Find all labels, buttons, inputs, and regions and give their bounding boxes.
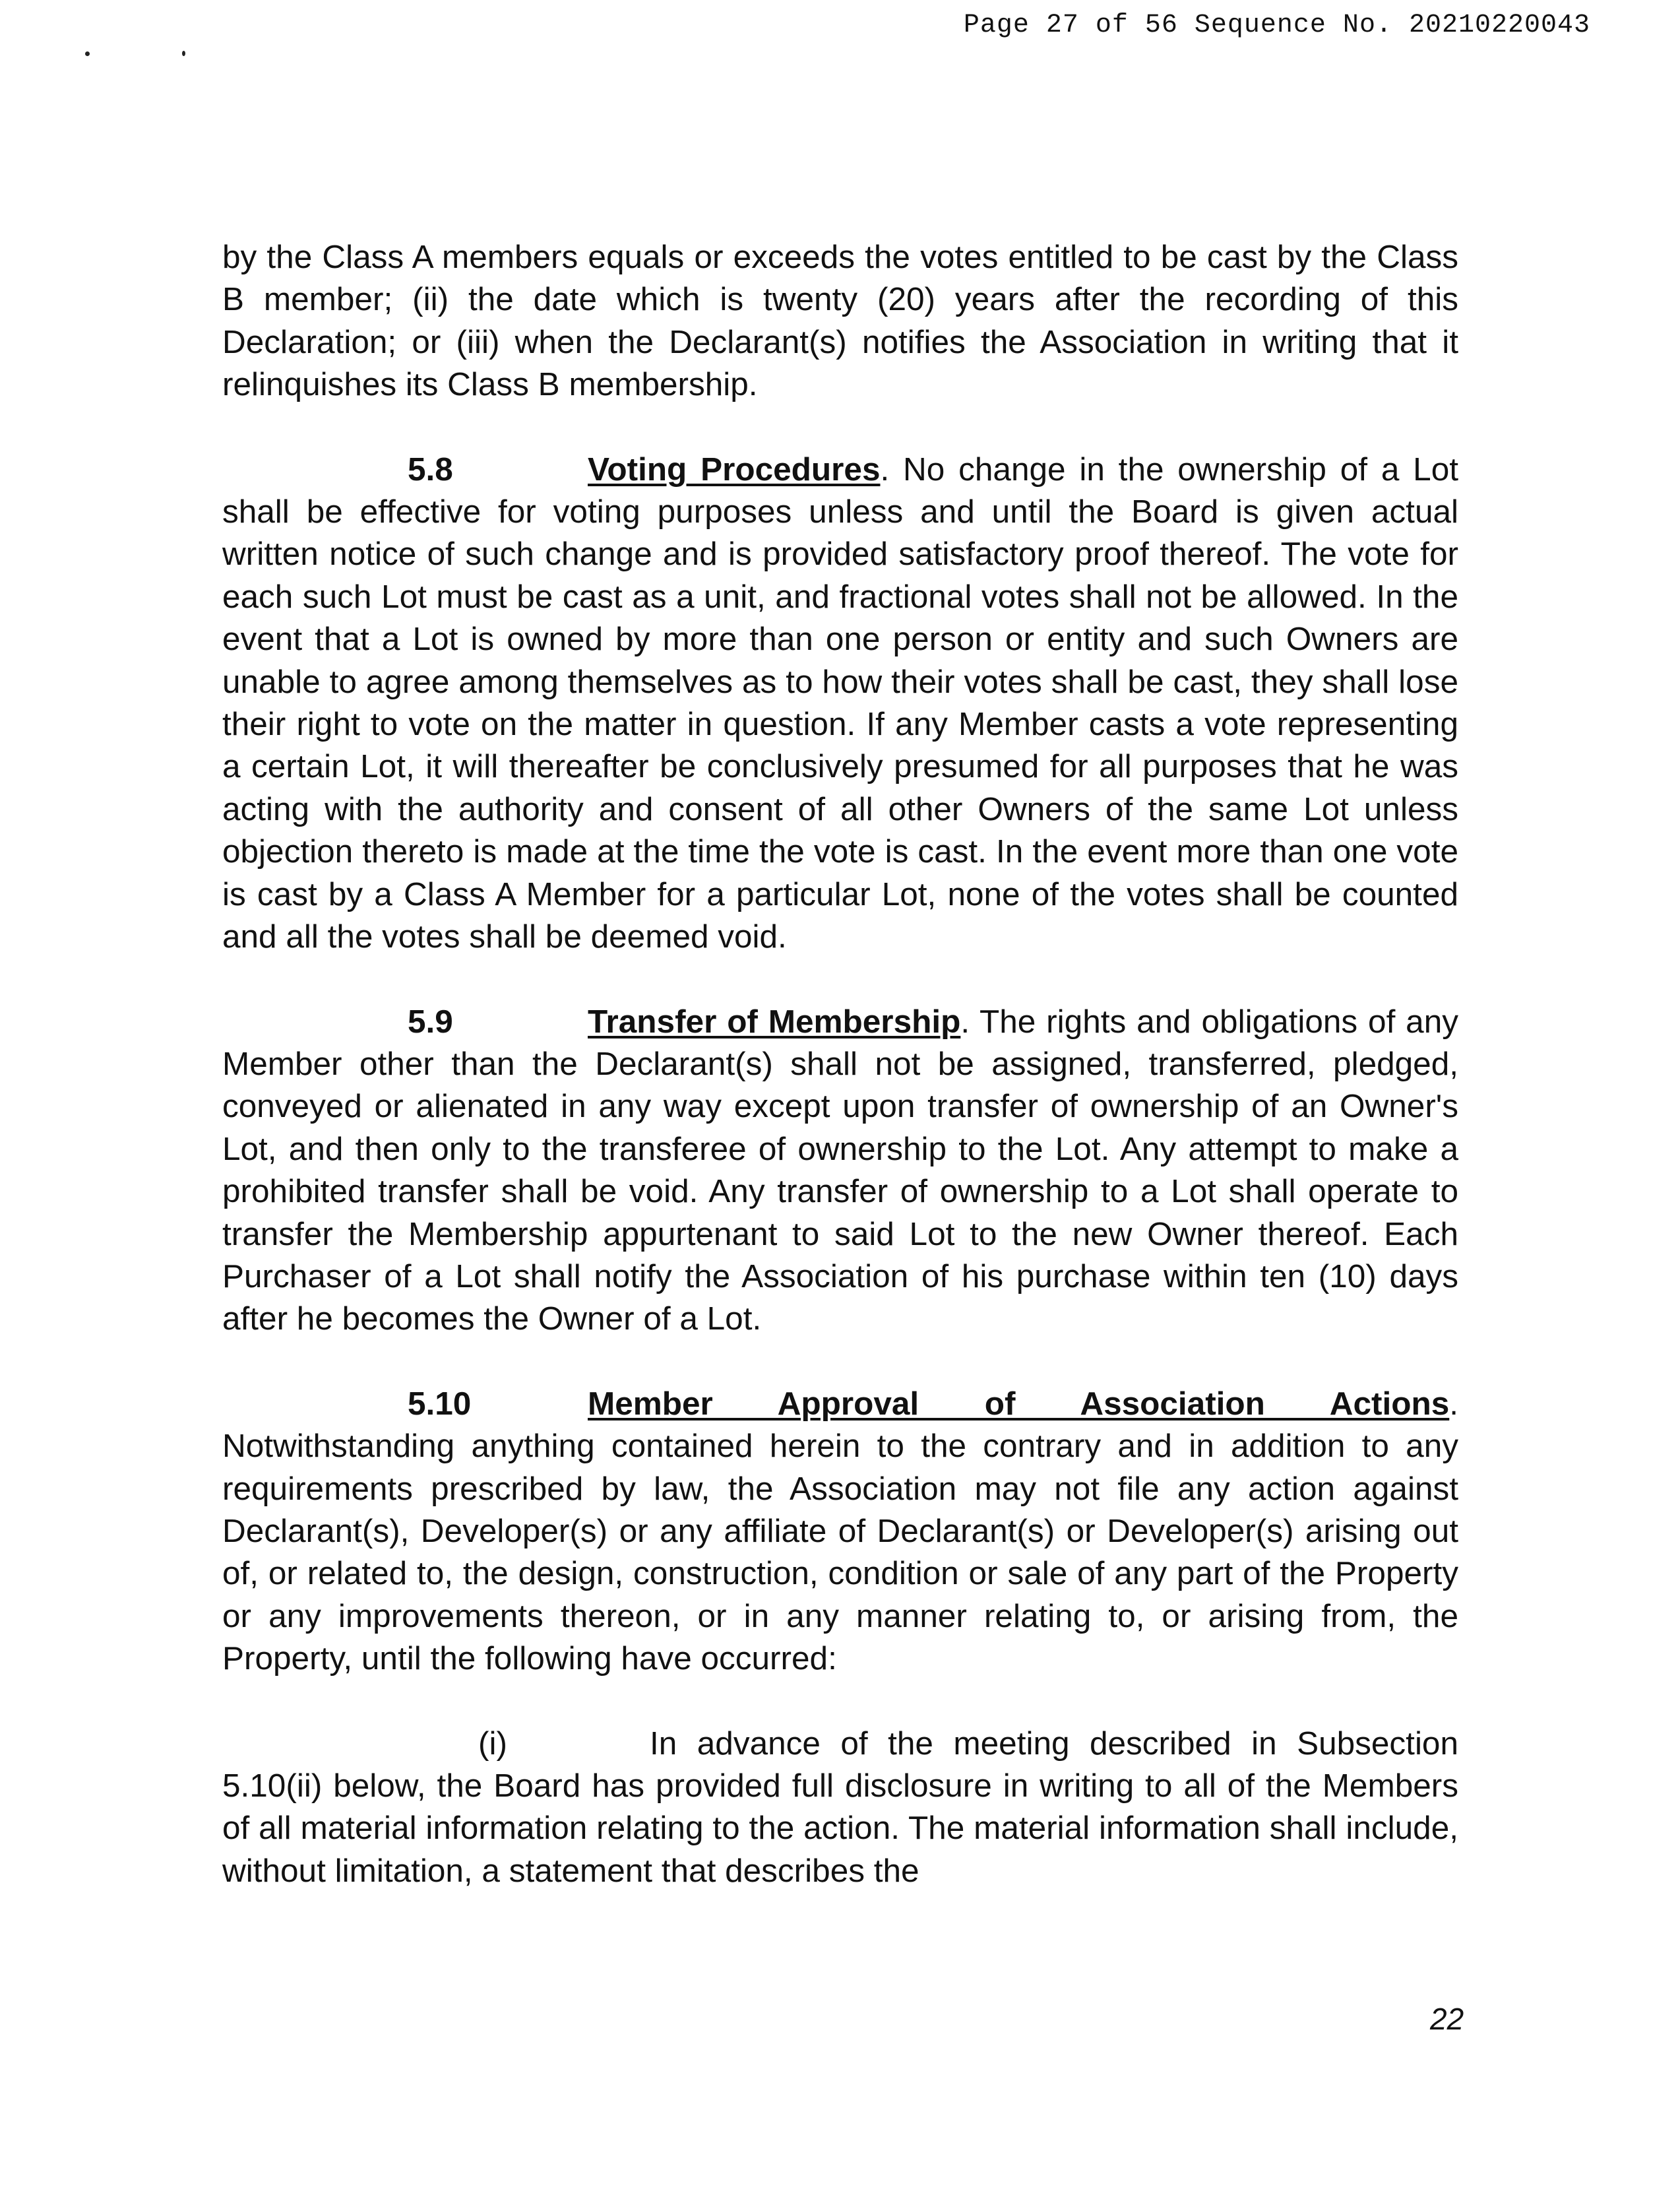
paragraph-continuation: by the Class A members equals or exceeds the votes entitled to be cast by the Class B member; (ii) the date which is twenty (20) years after the recording of this Declaration; or (iii) when the Declarant(s) notifies the Association in writing that it relinquishes its Class B membership. bbox=[222, 239, 1458, 403]
section-title: Voting Procedures bbox=[588, 451, 881, 488]
section-5-10 bbox=[222, 1383, 1458, 1680]
section-title: Member Approval of Association Actions bbox=[588, 1385, 1450, 1422]
subsection-i bbox=[222, 1723, 1458, 1893]
section-number: 5.9 bbox=[408, 1003, 453, 1040]
section-5-8 bbox=[222, 449, 1458, 959]
section-5-9 bbox=[222, 1001, 1458, 1341]
document-body bbox=[222, 236, 1458, 1934]
section-title: Transfer of Membership bbox=[588, 1003, 961, 1040]
section-text: . The rights and obligations of any Member other than the Declarant(s) shall not be assigned, transferred, pledged, conveyed or alienated in any way except upon transfer of ownership of an Owner's Lot, and then only to the transferee of ownership to the Lot. Any attempt to make a prohibited transfer shall be void. Any transfer of ownership to a Lot shall operate to transfer the Membership appurtenant to said Lot to the new Owner thereof. Each Purchaser of a Lot shall notify the Association of his purchase within ten (10) days after he becomes the Owner of a Lot. bbox=[222, 1003, 1458, 1337]
section-text: . No change in the ownership of a Lot shall be effective for voting purposes unless and until the Board is given actual written notice of such change and is provided satisfactory proof thereof. The vote for each such Lot must be cast as a unit, and fractional votes shall not be allowed. In the event that a Lot is owned by more than one person or entity and such Owners are unable to agree among themselves as to how their votes shall be cast, they shall lose their right to vote on the matter in question. If any Member casts a vote representing a certain Lot, it will thereafter be conclusively presumed for all purposes that he was acting with the authority and consent of all other Owners of the same Lot unless objection thereto is made at the time the vote is cast. In the event more than one vote is cast by a Class A Member for a particular Lot, none of the votes shall be counted and all the votes shall be deemed void. bbox=[222, 451, 1458, 955]
section-number: 5.8 bbox=[408, 451, 453, 488]
scan-speck bbox=[85, 51, 90, 56]
page-number: 22 bbox=[1430, 2002, 1464, 2036]
section-text: . Notwithstanding anything contained herein to the contrary and in addition to any requirements prescribed by law, the Association may not file any action against Declarant(s), Developer(s) or any affiliate of Declarant(s) or Developer(s) arising out of, or related to, the design, construction, condition or sale of any part of the Property or any improvements thereon, or in any manner relating to, or arising from, the Property, until the following have occurred: bbox=[222, 1385, 1458, 1677]
page-sequence-stamp: Page 27 of 56 Sequence No. 20210220043 bbox=[963, 11, 1590, 40]
scan-speck bbox=[182, 51, 185, 56]
subsection-number: (i) bbox=[478, 1725, 507, 1762]
section-number: 5.10 bbox=[408, 1385, 472, 1422]
subsection-text: In advance of the meeting described in Subsection 5.10(ii) below, the Board has provided full disclosure in writing to all of the Members of all material information relating to the action. The material information shall include, without limitation, a statement that describes the bbox=[222, 1725, 1458, 1889]
